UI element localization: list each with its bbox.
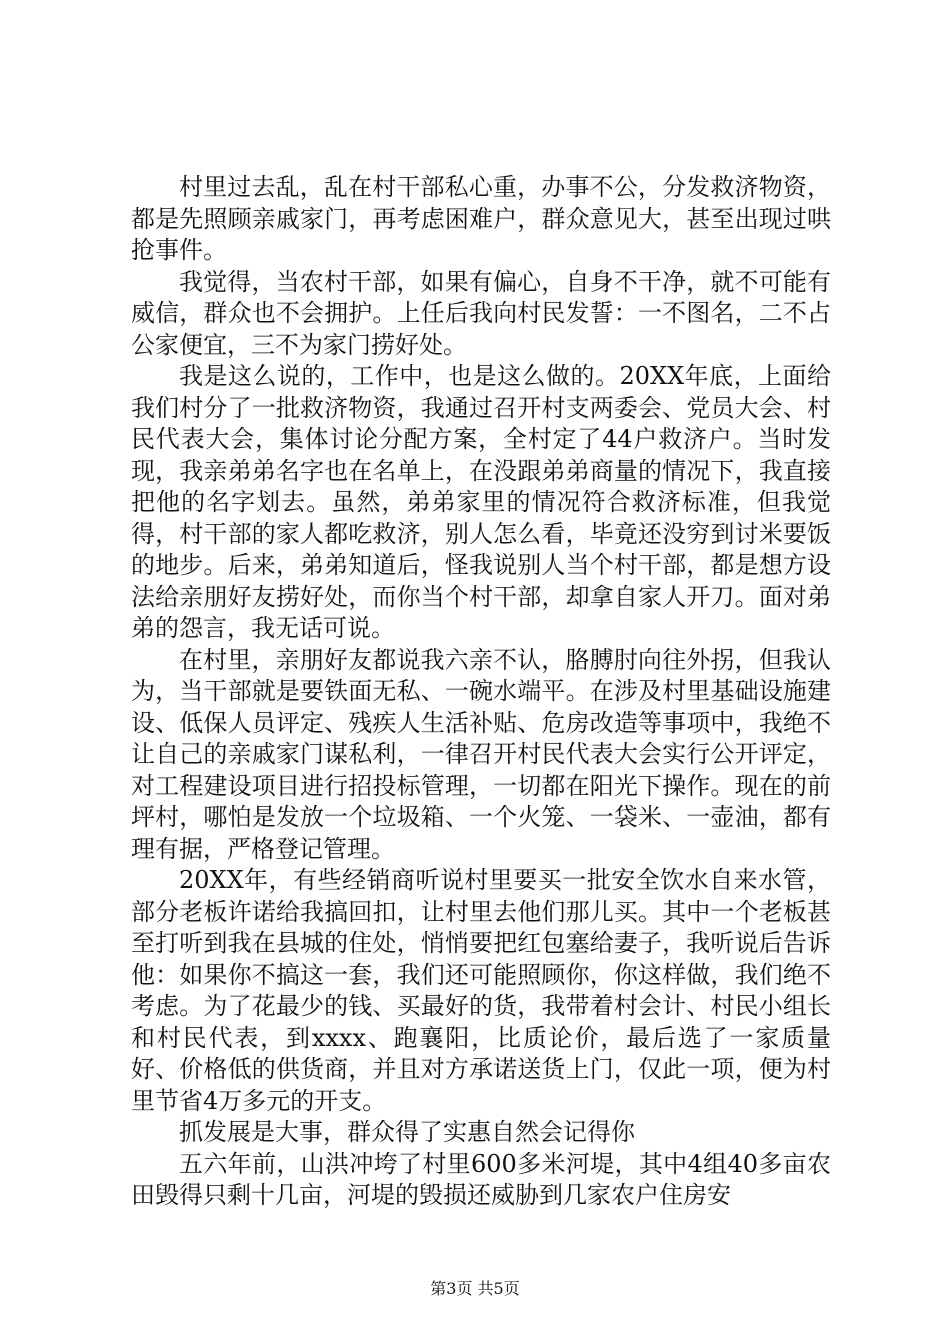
document-body	[131, 172, 831, 1212]
paragraph: 在村里，亲朋好友都说我六亲不认，胳膊肘向往外拐，但我认为，当干部就是要铁面无私、一碗水端平。在涉及村里基础设施建设、低保人员评定、残疾人生活补贴、危房改造等事项中，我绝不让自己的亲戚家门谋私利，一律召开村民代表大会实行公开评定，对工程建设项目进行招投标管理，一切都在阳光下操作。现在的前坪村，哪怕是发放一个垃圾箱、一个火笼、一袋米、一壶油，都有理有据，严格登记管理。	[131, 645, 831, 863]
paragraph: 村里过去乱，乱在村干部私心重，办事不公，分发救济物资，都是先照顾亲戚家门，再考虑困难户，群众意见大，甚至出现过哄抢事件。	[131, 173, 831, 264]
paragraph: 我觉得，当农村干部，如果有偏心，自身不干净，就不可能有威信，群众也不会拥护。上任后我向村民发誓：一不图名，二不占公家便宜，三不为家门捞好处。	[131, 267, 831, 359]
section-heading: 抓发展是大事，群众得了实惠自然会记得你	[179, 1118, 635, 1146]
paragraph: 五六年前，山洪冲垮了村里600多米河堤，其中4组40多亩农田毁得只剩十几亩，河堤的毁损还威胁到几家农户住房安	[131, 1149, 831, 1209]
page-number-footer: 第3页 共5页	[430, 1279, 520, 1298]
paragraph: 20XX年，有些经销商听说村里要买一批安全饮水自来水管，部分老板许诺给我搞回扣，让村里去他们那儿买。其中一个老板甚至打听到我在县城的住处，悄悄要把红包塞给妻子，我听说后告诉他：如果你不搞这一套，我们还可能照顾你，你这样做，我们绝不考虑。为了花最少的钱、买最好的货，我带着村会计、村民小组长和村民代表，到xxxx、跑襄阳，比质论价，最后选了一家质量好、价格低的供货商，并且对方承诺送货上门，仅此一项，便为村里节省4万多元的开支。	[131, 866, 831, 1115]
paragraph: 我是这么说的，工作中，也是这么做的。20XX年底，上面给我们村分了一批救济物资，我通过召开村支两委会、党员大会、村民代表大会，集体讨论分配方案，全村定了44户救济户。当时发现，我亲弟弟名字也在名单上，在没跟弟弟商量的情况下，我直接把他的名字划去。虽然，弟弟家里的情况符合救济标准，但我觉得，村干部的家人都吃救济，别人怎么看，毕竟还没穷到讨米要饭的地步。后来，弟弟知道后，怪我说别人当个村干部，都是想方设法给亲朋好友捞好处，而你当个村干部，却拿自家人开刀。面对弟弟的怨言，我无话可说。	[131, 362, 831, 642]
